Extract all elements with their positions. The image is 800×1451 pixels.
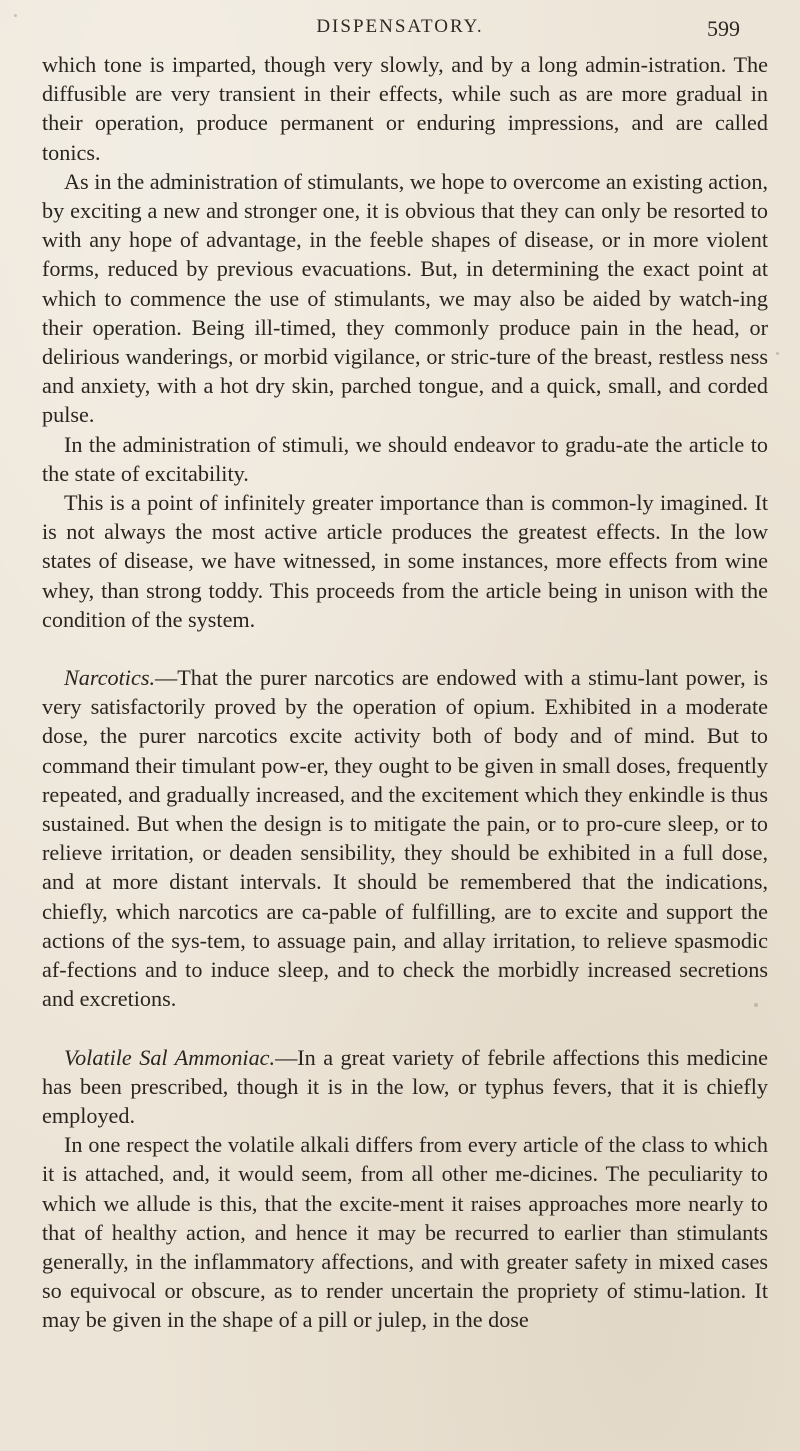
paragraph-volatile-alkali: In one respect the volatile alkali differs from every article of the class to which it is attached, and, it would seem, from all other me-dicines. The peculiarity to which we allude is this, that the excite-ment it raises approaches more nearly to that of healthy action, and hence it may be recurred to earlier than stimulants generally, in the inflammatory affections, and with greater safety in mixed cases so equivocal or obscure, as to render uncertain the propriety of stimu-lation. It may be given in the shape of a pill or julep, in the dose <box>42 1132 768 1333</box>
paragraph-importance: This is a point of infinitely greater importance than is common-ly imagined. It is not always the most active article produces the greatest effects. In the low states of disease, we have witnessed, in some instances, more effects from wine whey, than strong toddy. This proceeds from the article being in unison with the condition of the system. <box>42 490 768 632</box>
section-volatile-sal-ammoniac <box>42 1043 768 1131</box>
paper-speck <box>754 1003 758 1007</box>
paragraph-stimulants: As in the administration of stimulants, we hope to overcome an existing action, by exciting a new and stronger one, it is obvious that they can only be resorted to with any hope of advantage, in the feeble shapes of disease, or in more violent forms, reduced by previous evacuations. But, in determining the exact point at which to commence the use of stimulants, we may also be aided by watch-ing their operation. Being ill-timed, they commonly produce pain in the head, or delirious wanderings, or morbid vigilance, or stric-ture of the breast, restless ness and anxiety, with a hot dry skin, parched tongue, and a quick, small, and corded pulse. <box>42 168 768 428</box>
volatile-heading: Volatile Sal Ammoniac. <box>64 1044 276 1070</box>
narcotics-text: —That the purer narcotics are endowed with a stimu-lant power, is very satisfactorily proved by the operation of opium. Exhibited in a moderate dose, the purer narcotics excite activity both of body and of mind. But to command their timulant pow-er, they ought to be given in small doses, frequently repeated, and gradually increased, and the excitement which they enkindle is thus sustained. But when the design is to mitigate the pain, or to pro-cure sleep, or to relieve irritation, or deaden sensibility, they should be exhibited in a full dose, and at more distant intervals. It should be remembered that the indications, chiefly, which narcotics are ca-pable of fulfilling, are to excite and support the actions of the sys-tem, to assuage pain, and allay irritation, to relieve spasmodic af-fections and to induce sleep, and to check the morbidly increased secretions and excretions. <box>42 665 768 1012</box>
paper-speck <box>14 14 17 17</box>
paper-speck <box>776 352 779 355</box>
page-number: 599 <box>707 16 740 41</box>
page-body <box>42 50 768 1335</box>
page-header <box>0 10 800 50</box>
running-head: DISPENSATORY. <box>316 16 484 37</box>
narcotics-heading: Narcotics. <box>64 665 156 691</box>
volatile-text: —In a great variety of febrile affections this medicine has been prescribed, though it is in the low, or typhus fevers, that it is chiefly employed. <box>42 1044 768 1128</box>
paragraph-tonics: which tone is imparted, though very slowly, and by a long admin-istration. The diffusible are very transient in their effects, while such as are more gradual in their operation, produce permanent or enduring impressions, and are called tonics. <box>42 52 768 165</box>
section-narcotics <box>42 663 768 1013</box>
paragraph-graduate: In the administration of stimuli, we should endeavor to gradu-ate the article to the state of excitability. <box>42 431 768 486</box>
